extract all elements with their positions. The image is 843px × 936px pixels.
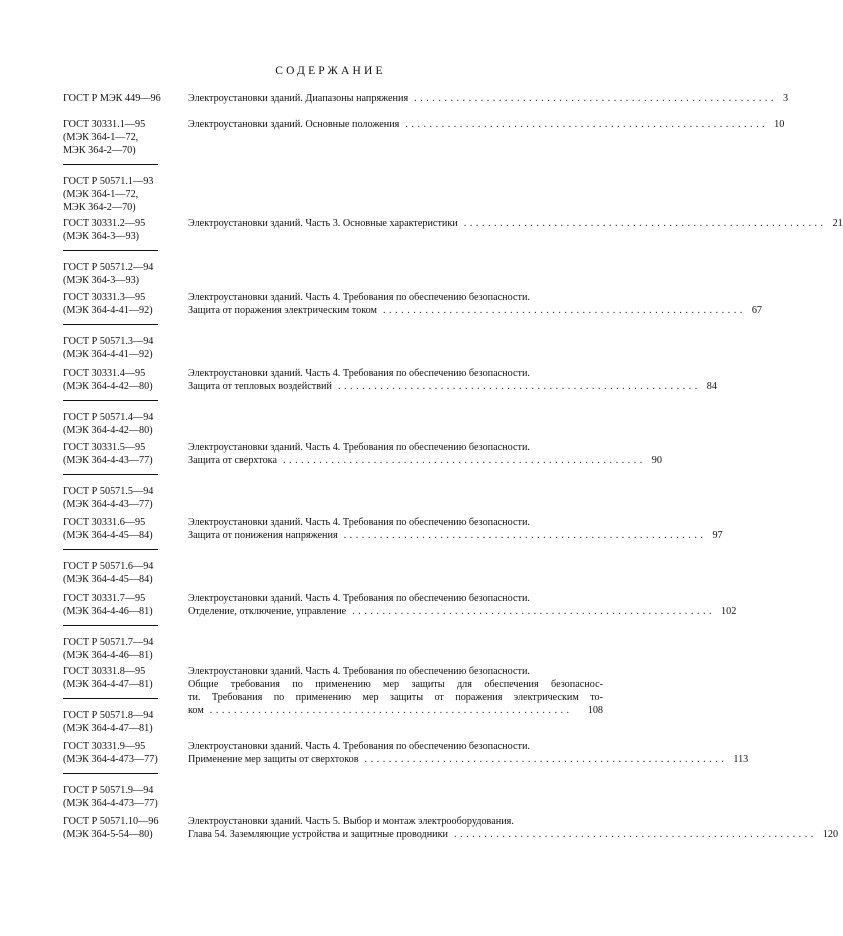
description-line: Электроустановки зданий. Часть 5. Выбор и монтаж электрооборудования.	[188, 816, 514, 827]
standard-codes	[63, 665, 163, 735]
standard-code: ГОСТ Р 50571.8—94 (МЭК 364-4-47—81)	[63, 710, 154, 734]
standard-code: ГОСТ 30331.3—95 (МЭК 364-4-41—92)	[63, 292, 153, 316]
entry-description	[188, 815, 839, 841]
description-last-line	[188, 217, 843, 230]
entry-description	[188, 516, 723, 542]
standard-code: ГОСТ 30331.4—95 (МЭК 364-4-42—80)	[63, 368, 153, 392]
standard-code: ГОСТ 30331.9—95 (МЭК 364-4-473—77)	[63, 741, 158, 765]
standard-codes	[63, 92, 163, 105]
separator-line	[63, 474, 158, 475]
description-last-line	[188, 304, 762, 317]
page-number: 102	[721, 606, 737, 617]
standard-code: ГОСТ 30331.8—95 (МЭК 364-4-47—81)	[63, 666, 153, 690]
standard-codes	[63, 217, 163, 287]
standard-code: ГОСТ Р 50571.6—94 (МЭК 364-4-45—84)	[63, 561, 154, 585]
description-last-line	[188, 605, 737, 618]
standard-codes	[63, 740, 163, 810]
separator-line	[63, 400, 158, 401]
separator-line	[63, 164, 158, 165]
standard-code: ГОСТ Р 50571.5—94 (МЭК 364-4-43—77)	[63, 486, 154, 510]
page-number: 120	[822, 829, 839, 840]
description-line: ком	[188, 705, 204, 716]
standard-code: ГОСТ Р 50571.1—93 (МЭК 364-1—72, МЭК 364-2—70)	[63, 176, 154, 213]
leader-dots: ............................................................	[463, 218, 827, 229]
description-line: Защита от сверхтока	[188, 455, 277, 466]
description-line: ти. Требования по применению мер защиты от поражения электрическим то-	[188, 692, 603, 703]
standard-code: ГОСТ 30331.2—95 (МЭК 364-3—93)	[63, 218, 146, 242]
page-number: 67	[751, 305, 762, 316]
entry-description	[188, 441, 662, 467]
standard-code: ГОСТ 30331.5—95 (МЭК 364-4-43—77)	[63, 442, 153, 466]
description-line: Глава 54. Заземляющие устройства и защитные проводники	[188, 829, 448, 840]
description-line: Применение мер защиты от сверхтоков	[188, 754, 359, 765]
description-line: Отделение, отключение, управление	[188, 606, 347, 617]
page-number: 97	[712, 530, 723, 541]
page-number: 10	[774, 119, 785, 130]
description-line: Защита от понижения напряжения	[188, 530, 338, 541]
entry-description	[188, 367, 717, 393]
leader-dots: ............................................................	[405, 119, 769, 130]
leader-dots: ............................................................	[209, 705, 573, 716]
standard-codes	[63, 516, 163, 586]
description-line: Электроустановки зданий. Часть 4. Требования по обеспечению безопасности.	[188, 593, 530, 604]
standard-codes	[63, 815, 163, 841]
separator-line	[63, 324, 158, 325]
description-line: Электроустановки зданий. Основные положения	[188, 119, 400, 130]
separator-line	[63, 773, 158, 774]
leader-dots: ............................................................	[352, 606, 716, 617]
description-line: Электроустановки зданий. Часть 4. Требования по обеспечению безопасности.	[188, 292, 530, 303]
leader-dots: ............................................................	[383, 305, 746, 316]
standard-codes	[63, 592, 163, 662]
description-last-line	[188, 753, 749, 766]
description-line: Общие требования по применению мер защиты для обеспечения безопаснос-	[188, 679, 603, 690]
separator-line	[63, 698, 158, 699]
description-last-line	[188, 380, 717, 393]
standard-code: ГОСТ 30331.6—95 (МЭК 364-4-45—84)	[63, 517, 153, 541]
description-line: Электроустановки зданий. Часть 4. Требования по обеспечению безопасности.	[188, 368, 530, 379]
leader-dots: ............................................................	[337, 381, 701, 392]
standard-codes	[63, 291, 163, 361]
entry-description	[188, 92, 789, 105]
standard-code: ГОСТ Р МЭК 449—96	[63, 93, 161, 104]
standard-code: ГОСТ Р 50571.9—94 (МЭК 364-4-473—77)	[63, 785, 158, 809]
separator-line	[63, 625, 158, 626]
leader-dots: ............................................................	[454, 829, 817, 840]
leader-dots: ............................................................	[343, 530, 707, 541]
page-title: СОДЕРЖАНИЕ	[275, 65, 386, 77]
leader-dots: ............................................................	[414, 93, 777, 104]
page-number: 3	[782, 93, 789, 104]
separator-line	[63, 549, 158, 550]
page-number: 113	[733, 754, 749, 765]
page-number: 108	[587, 705, 603, 716]
standard-code: ГОСТ Р 50571.3—94 (МЭК 364-4-41—92)	[63, 336, 154, 360]
description-line: Электроустановки зданий. Часть 4. Требования по обеспечению безопасности.	[188, 517, 530, 528]
separator-line	[63, 250, 158, 251]
entry-description	[188, 665, 603, 717]
page-number: 90	[651, 455, 662, 466]
page-number: 84	[706, 381, 717, 392]
description-line: Электроустановки зданий. Часть 4. Требования по обеспечению безопасности.	[188, 741, 530, 752]
entry-description	[188, 740, 749, 766]
standard-codes	[63, 118, 163, 214]
description-last-line	[188, 828, 839, 841]
description-last-line	[188, 529, 723, 542]
entry-description	[188, 217, 843, 230]
standard-code: ГОСТ 30331.7—95 (МЭК 364-4-46—81)	[63, 593, 153, 617]
description-last-line	[188, 454, 662, 467]
description-line: Электроустановки зданий. Часть 3. Основные характеристики	[188, 218, 458, 229]
entry-description	[188, 592, 737, 618]
description-line: Защита от тепловых воздействий	[188, 381, 332, 392]
standard-code: ГОСТ Р 50571.10—96 (МЭК 364-5-54—80)	[63, 816, 159, 840]
description-line: Электроустановки зданий. Часть 4. Требования по обеспечению безопасности.	[188, 666, 530, 677]
leader-dots: ............................................................	[364, 754, 728, 765]
page-number: 21	[832, 218, 843, 229]
standard-codes	[63, 441, 163, 511]
leader-dots: ............................................................	[282, 455, 646, 466]
standard-codes	[63, 367, 163, 437]
standard-code: ГОСТ Р 50571.7—94 (МЭК 364-4-46—81)	[63, 637, 154, 661]
description-last-line	[188, 118, 785, 131]
description-last-line	[188, 704, 603, 717]
standard-code: ГОСТ Р 50571.2—94 (МЭК 364-3—93)	[63, 262, 154, 286]
description-line: Электроустановки зданий. Диапазоны напряжения	[188, 93, 409, 104]
standard-code: ГОСТ Р 50571.4—94 (МЭК 364-4-42—80)	[63, 412, 154, 436]
entry-description	[188, 118, 785, 131]
description-line: Электроустановки зданий. Часть 4. Требования по обеспечению безопасности.	[188, 442, 530, 453]
description-line: Защита от поражения электрическим током	[188, 305, 377, 316]
entry-description	[188, 291, 762, 317]
standard-code: ГОСТ 30331.1—95 (МЭК 364-1—72, МЭК 364-2—70)	[63, 119, 146, 156]
description-last-line	[188, 92, 789, 105]
